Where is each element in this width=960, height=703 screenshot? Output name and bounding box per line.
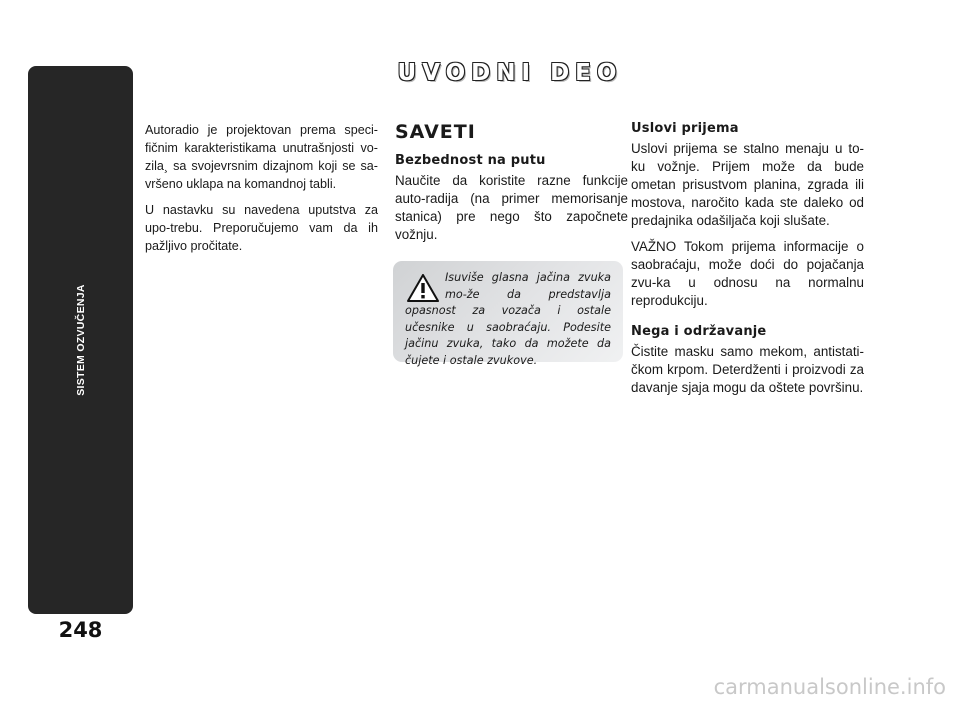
advice-title: SAVETI — [395, 121, 476, 143]
section-header: UVODNI DEO — [397, 60, 623, 86]
warning-text: Isuviše glasna jačina zvuka mo-že da predstavlja opasnost za vozača i ostale učesnike u saobraćaju. Podesite jačinu zvuka, tako da možete da čujete i ostale zvukove. — [405, 271, 611, 367]
warning-text-block — [405, 270, 611, 370]
sidebar-tab — [28, 66, 133, 614]
intro-paragraph-2: U nastavku su navedena uputstva za upo-trebu. Preporučujemo vam da ih pažljivo pročitate. — [145, 203, 378, 253]
intro-paragraph-1: Autoradio je projektovan prema speci-fičnim karakteristikama unutrašnjosti vo-zila¸ sa svojevrsnim dizajnom koji se sa-vršeno uklapa na komandnoj tabli. — [145, 123, 378, 191]
road-safety-paragraph: Naučite da koristite razne funkcije auto-radija (na primer memorisanje stanica) pre nego što započnete vožnju. — [395, 173, 628, 242]
column-advice — [395, 121, 628, 252]
column-intro — [145, 121, 378, 263]
column-reception — [631, 121, 864, 405]
important-note-paragraph: VAŽNO Tokom prijema informacije o saobraćaju, može doći do pojačanja zvu-ka u odnosu na normalnu reprodukciju. — [631, 239, 864, 308]
care-heading: Nega i održavanje — [631, 324, 767, 339]
watermark: carmanualsonline.info — [713, 675, 946, 699]
road-safety-heading: Bezbednost na putu — [395, 153, 546, 168]
reception-paragraph: Uslovi prijema se stalno menaju u to-ku vožnje. Prijem može da bude ometan prisustvom planina, zgrada ili mostova, naročito kada ste daleko od predajnika odašiljača koji slušate. — [631, 141, 864, 228]
sidebar-section-label: SISTEM OZVUČENJA — [74, 284, 87, 396]
reception-heading: Uslovi prijema — [631, 121, 739, 136]
warning-box — [393, 261, 623, 367]
care-paragraph: Čistite masku samo mekom, antistati-čkom krpom. Deterdženti i proizvodi za davanje sjaja mogu da oštete površinu. — [631, 344, 864, 395]
page-number: 248 — [58, 618, 103, 642]
